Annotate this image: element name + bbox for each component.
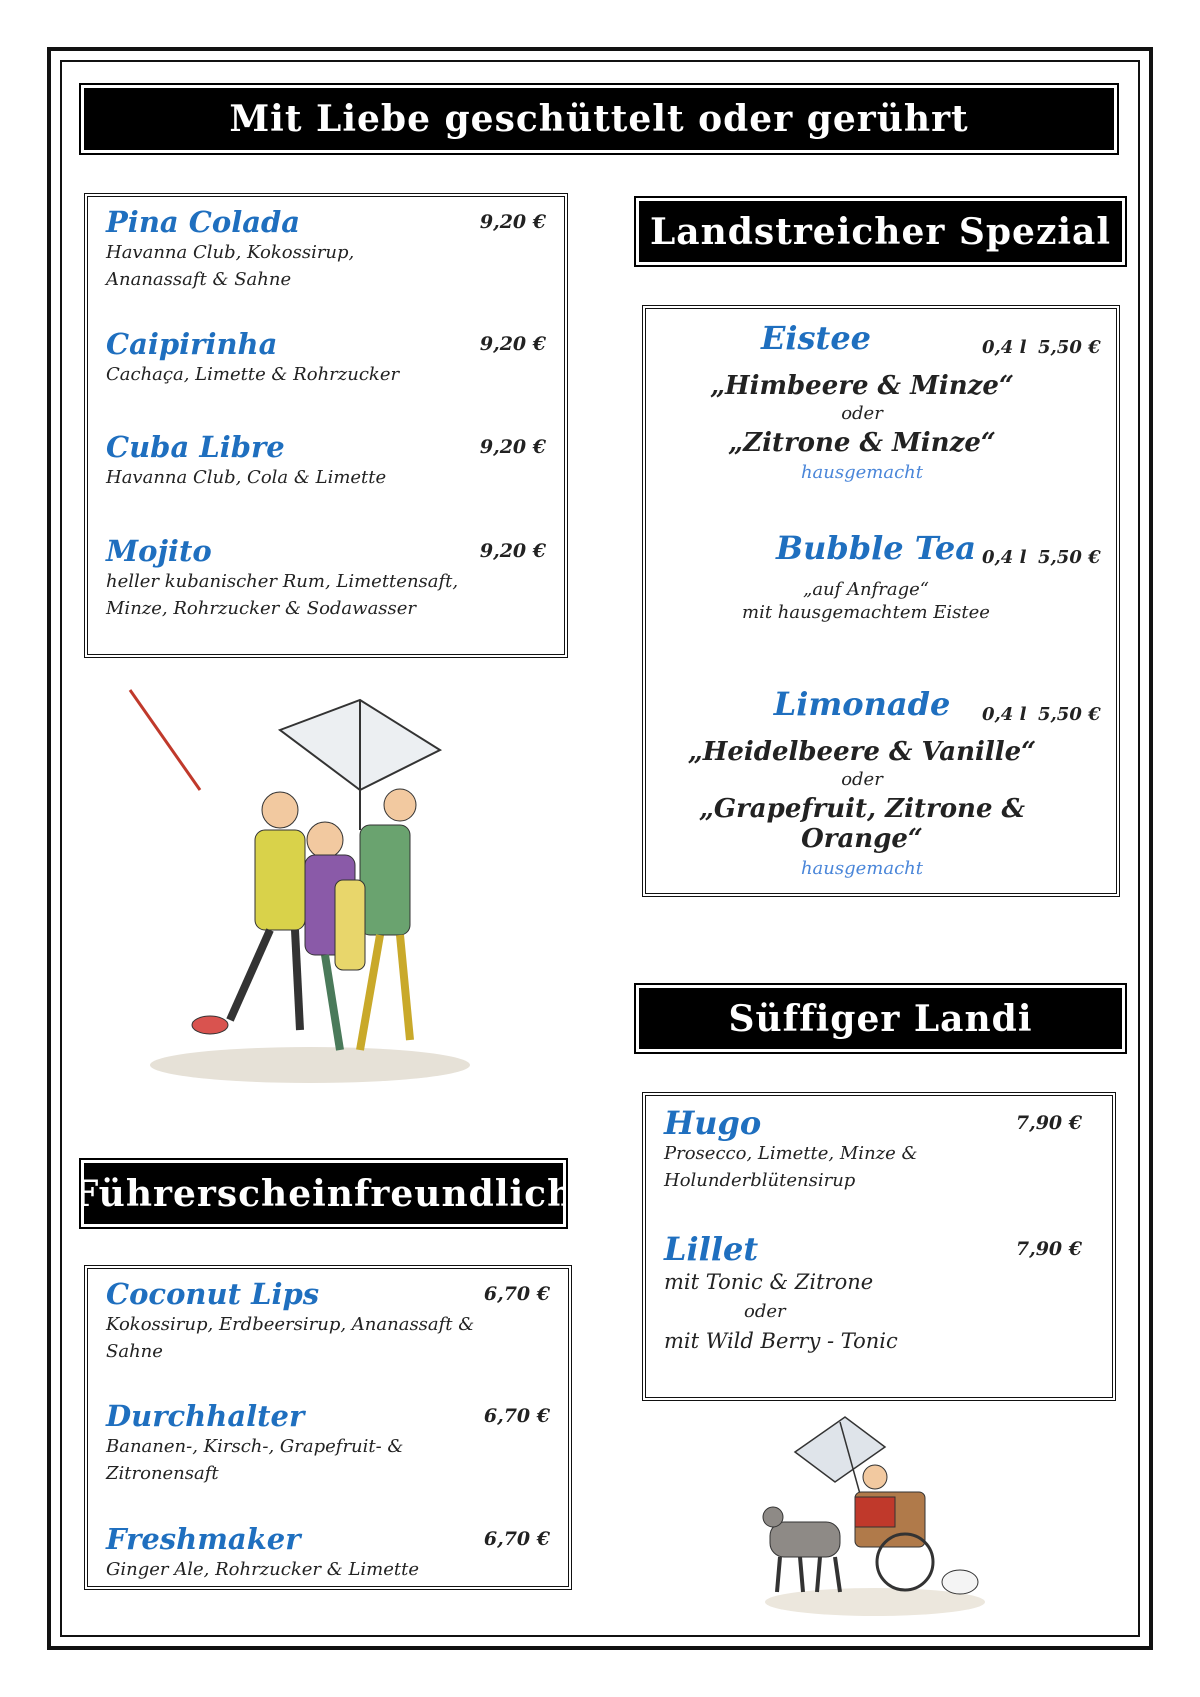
menu-item	[106, 1522, 550, 1583]
eistee-volume: 0,4 l	[982, 337, 1027, 358]
item-desc-line: heller kubanischer Rum, Limettensaft,	[106, 571, 459, 592]
item-price: 6,70 €	[483, 1283, 550, 1305]
bubble-tea-price: 5,50 €	[1038, 547, 1101, 568]
suffiger-heading: Süffiger Landi	[728, 997, 1033, 1040]
item-desc-line: Havanna Club, Kokossirup,	[106, 242, 355, 263]
eistee-option-2: „Zitrone & Minze“	[728, 428, 996, 458]
bubble-tea-volume: 0,4 l	[982, 547, 1027, 568]
menu-item	[106, 430, 546, 491]
limonade-note: hausgemacht	[800, 858, 924, 879]
landstreicher-heading: Landstreicher Spezial	[649, 210, 1112, 253]
item-name: Durchhalter	[106, 1399, 305, 1433]
eistee-note: hausgemacht	[800, 462, 924, 483]
item-price: 7,90 €	[1015, 1112, 1082, 1134]
item-name: Cuba Libre	[106, 430, 285, 464]
cocktails-box	[84, 193, 568, 658]
menu-item	[664, 1106, 1094, 1194]
suffiger-banner	[639, 988, 1122, 1049]
item-desc-line: Zitronensaft	[106, 1463, 219, 1484]
menu-item	[106, 1277, 550, 1365]
item-name: Coconut Lips	[106, 1277, 320, 1311]
menu-item	[106, 205, 546, 293]
item-desc-line: Holunderblütensirup	[664, 1170, 856, 1191]
fuehrerschein-box	[84, 1265, 572, 1590]
item-desc-line: Sahne	[106, 1341, 163, 1362]
limonade-volume: 0,4 l	[982, 704, 1027, 725]
item-price: 9,20 €	[479, 436, 546, 458]
eistee-option-1: „Himbeere & Minze“	[710, 371, 1014, 401]
item-desc-line: Kokossirup, Erdbeersirup, Ananassaft &	[106, 1314, 475, 1335]
bubble-tea-line-1: „auf Anfrage“	[803, 579, 929, 600]
item-name: Mojito	[106, 534, 212, 568]
bubble-tea-name: Bubble Tea	[776, 529, 976, 567]
limonade-or: oder	[841, 769, 883, 790]
menu-item	[106, 1399, 550, 1487]
limonade-name: Limonade	[773, 685, 951, 723]
bubble-tea-line-2: mit hausgemachtem Eistee	[742, 602, 990, 623]
landstreicher-banner	[639, 201, 1122, 262]
menu-item	[106, 534, 546, 622]
item-desc-line: Prosecco, Limette, Minze &	[664, 1143, 918, 1164]
item-price: 9,20 €	[479, 211, 546, 233]
menu-item	[106, 327, 546, 388]
suffiger-box	[642, 1092, 1116, 1401]
item-name: Hugo	[664, 1104, 762, 1142]
item-name: Lillet	[664, 1230, 759, 1268]
eistee-price: 5,50 €	[1038, 337, 1101, 358]
item-name: Freshmaker	[106, 1522, 301, 1556]
item-desc-line: Ananassaft & Sahne	[106, 269, 292, 290]
limonade-option-2: „Grapefruit, Zitrone & Orange“	[698, 794, 1026, 854]
item-line: mit Tonic & Zitrone	[664, 1270, 874, 1294]
eistee-or: oder	[841, 403, 883, 424]
fuehrerschein-banner	[72, 1163, 575, 1224]
item-line: mit Wild Berry - Tonic	[664, 1329, 898, 1353]
item-price: 9,20 €	[479, 540, 546, 562]
item-desc-line: Havanna Club, Cola & Limette	[106, 467, 387, 488]
item-or: oder	[744, 1301, 786, 1322]
item-desc-line: Ginger Ale, Rohrzucker & Limette	[106, 1559, 420, 1580]
donkey-cart-illustration	[755, 1412, 995, 1622]
vagabonds-illustration	[110, 680, 510, 1100]
item-price: 6,70 €	[483, 1405, 550, 1427]
limonade-option-1: „Heidelbeere & Vanille“	[687, 737, 1037, 767]
limonade-price: 5,50 €	[1038, 704, 1101, 725]
item-name: Caipirinha	[106, 327, 278, 361]
landstreicher-box	[642, 305, 1120, 897]
item-desc-line: Bananen-, Kirsch-, Grapefruit- &	[106, 1436, 404, 1457]
item-desc-line: Cachaça, Limette & Rohrzucker	[106, 364, 400, 385]
menu-title: Mit Liebe geschüttelt oder gerührt	[229, 98, 969, 140]
fuehrerschein-heading: Führerscheinfreundlich	[72, 1172, 575, 1215]
item-price: 6,70 €	[483, 1528, 550, 1550]
item-name: Pina Colada	[106, 205, 301, 239]
menu-item	[664, 1232, 1094, 1357]
eistee-name: Eistee	[760, 319, 872, 357]
item-desc-line: Minze, Rohrzucker & Sodawasser	[106, 598, 417, 619]
menu-title-banner	[84, 88, 1114, 150]
item-price: 9,20 €	[479, 333, 546, 355]
item-price: 7,90 €	[1015, 1238, 1082, 1260]
